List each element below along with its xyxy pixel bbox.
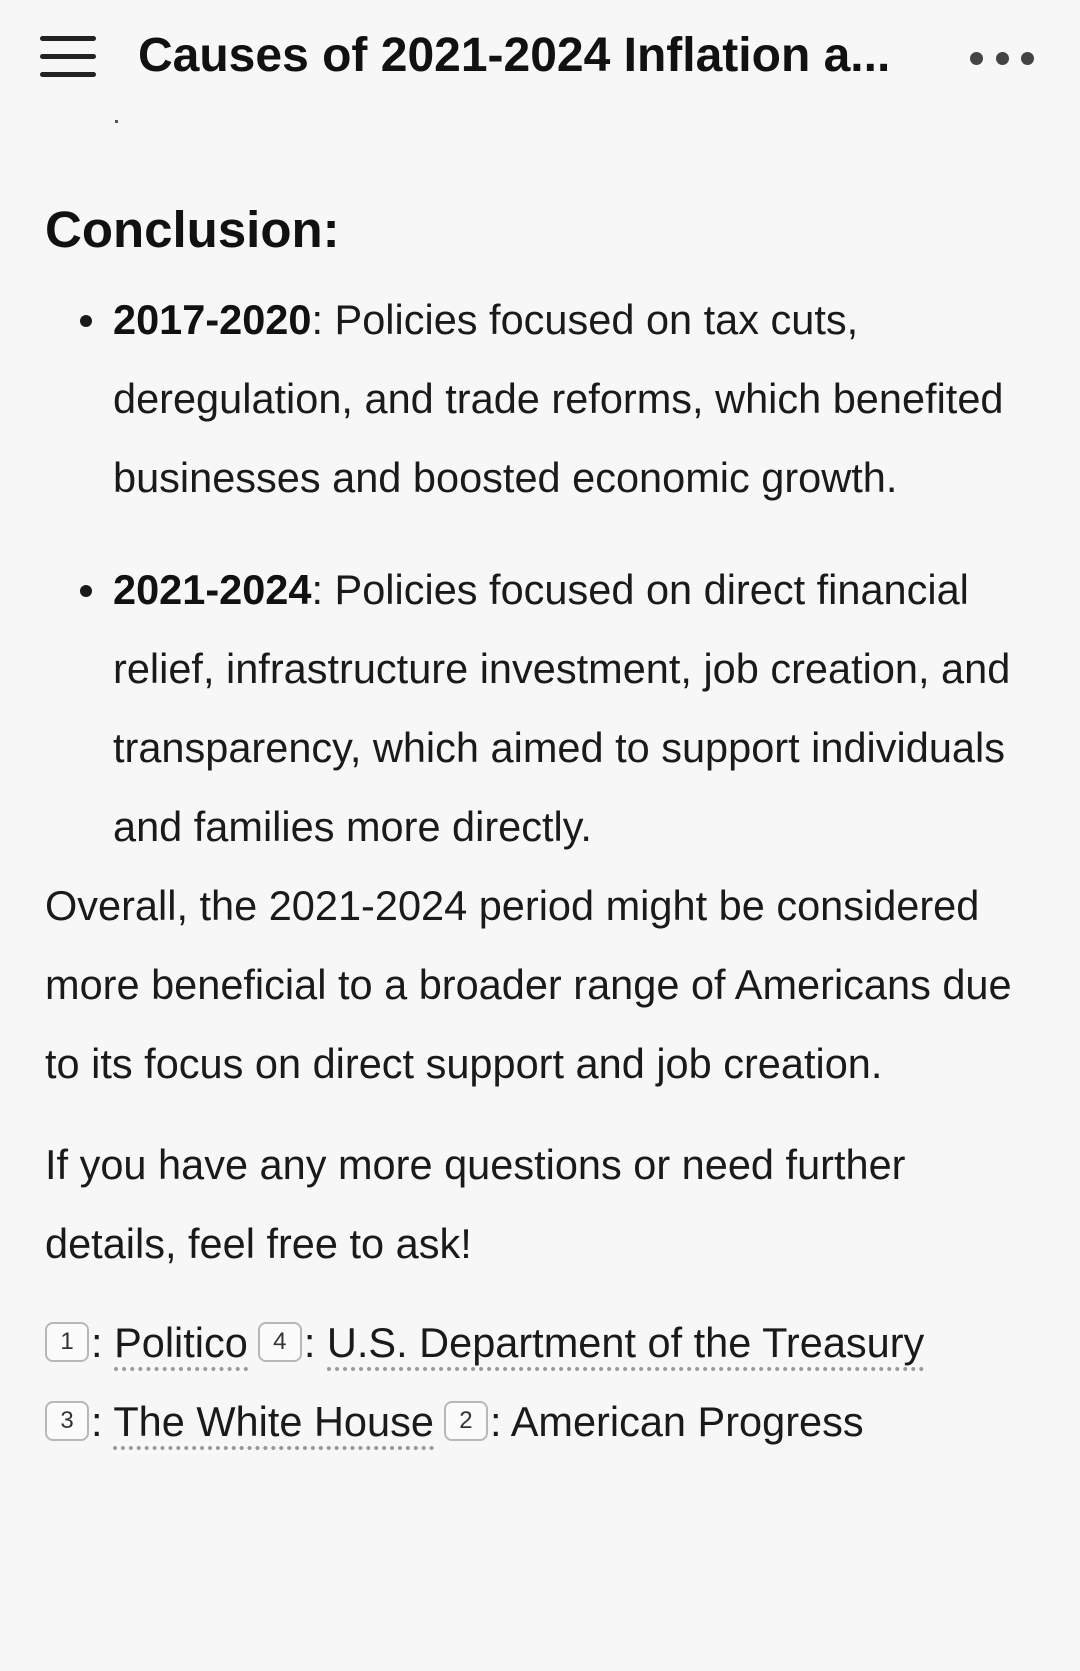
citation-badge[interactable]: 4	[258, 1322, 302, 1362]
period-description: : Policies focused on direct financial relief, infrastructure investment, job creation, and transparency, which aimed to support individuals and families more directly.	[113, 566, 1011, 850]
citation-badge[interactable]: 1	[45, 1322, 89, 1362]
conversation-title: Causes of 2021-2024 Inflation a...	[138, 29, 891, 82]
closing-paragraph: If you have any more questions or need further details, feel free to ask!	[45, 1141, 906, 1267]
references	[45, 1303, 1045, 1461]
reference-line: 3 : The White House 2 : American Progress	[45, 1382, 1045, 1461]
citation-badge[interactable]: 2	[444, 1401, 488, 1441]
scroll-artifact	[115, 120, 118, 123]
message-content	[45, 180, 1045, 1461]
reference-text-american-progress[interactable]: American Progress	[510, 1398, 864, 1445]
conclusion-heading: Conclusion:	[45, 201, 340, 258]
conclusion-list	[45, 280, 1045, 866]
reference-link-treasury[interactable]: U.S. Department of the Treasury	[327, 1319, 924, 1371]
period-description: : Policies focused on tax cuts, deregulation, and trade reforms, which benefited businesses and boosted economic growth.	[113, 296, 1004, 501]
reference-link-white-house[interactable]: The White House	[113, 1398, 434, 1450]
overall-paragraph: Overall, the 2021-2024 period might be considered more beneficial to a broader range of Americans due to its focus on direct support and job creation.	[45, 882, 1012, 1087]
list-item	[45, 280, 1045, 517]
reference-link-politico[interactable]: Politico	[114, 1319, 248, 1371]
reference-line: 1 : Politico 4 : U.S. Department of the Treasury	[45, 1303, 1045, 1382]
period-label: 2017-2020	[113, 296, 312, 343]
hamburger-menu-icon[interactable]	[40, 34, 98, 78]
period-label: 2021-2024	[113, 566, 312, 613]
list-item	[45, 550, 1045, 866]
citation-badge[interactable]: 3	[45, 1401, 89, 1441]
top-app-bar	[0, 0, 1080, 112]
more-options-icon[interactable]	[970, 46, 1034, 70]
